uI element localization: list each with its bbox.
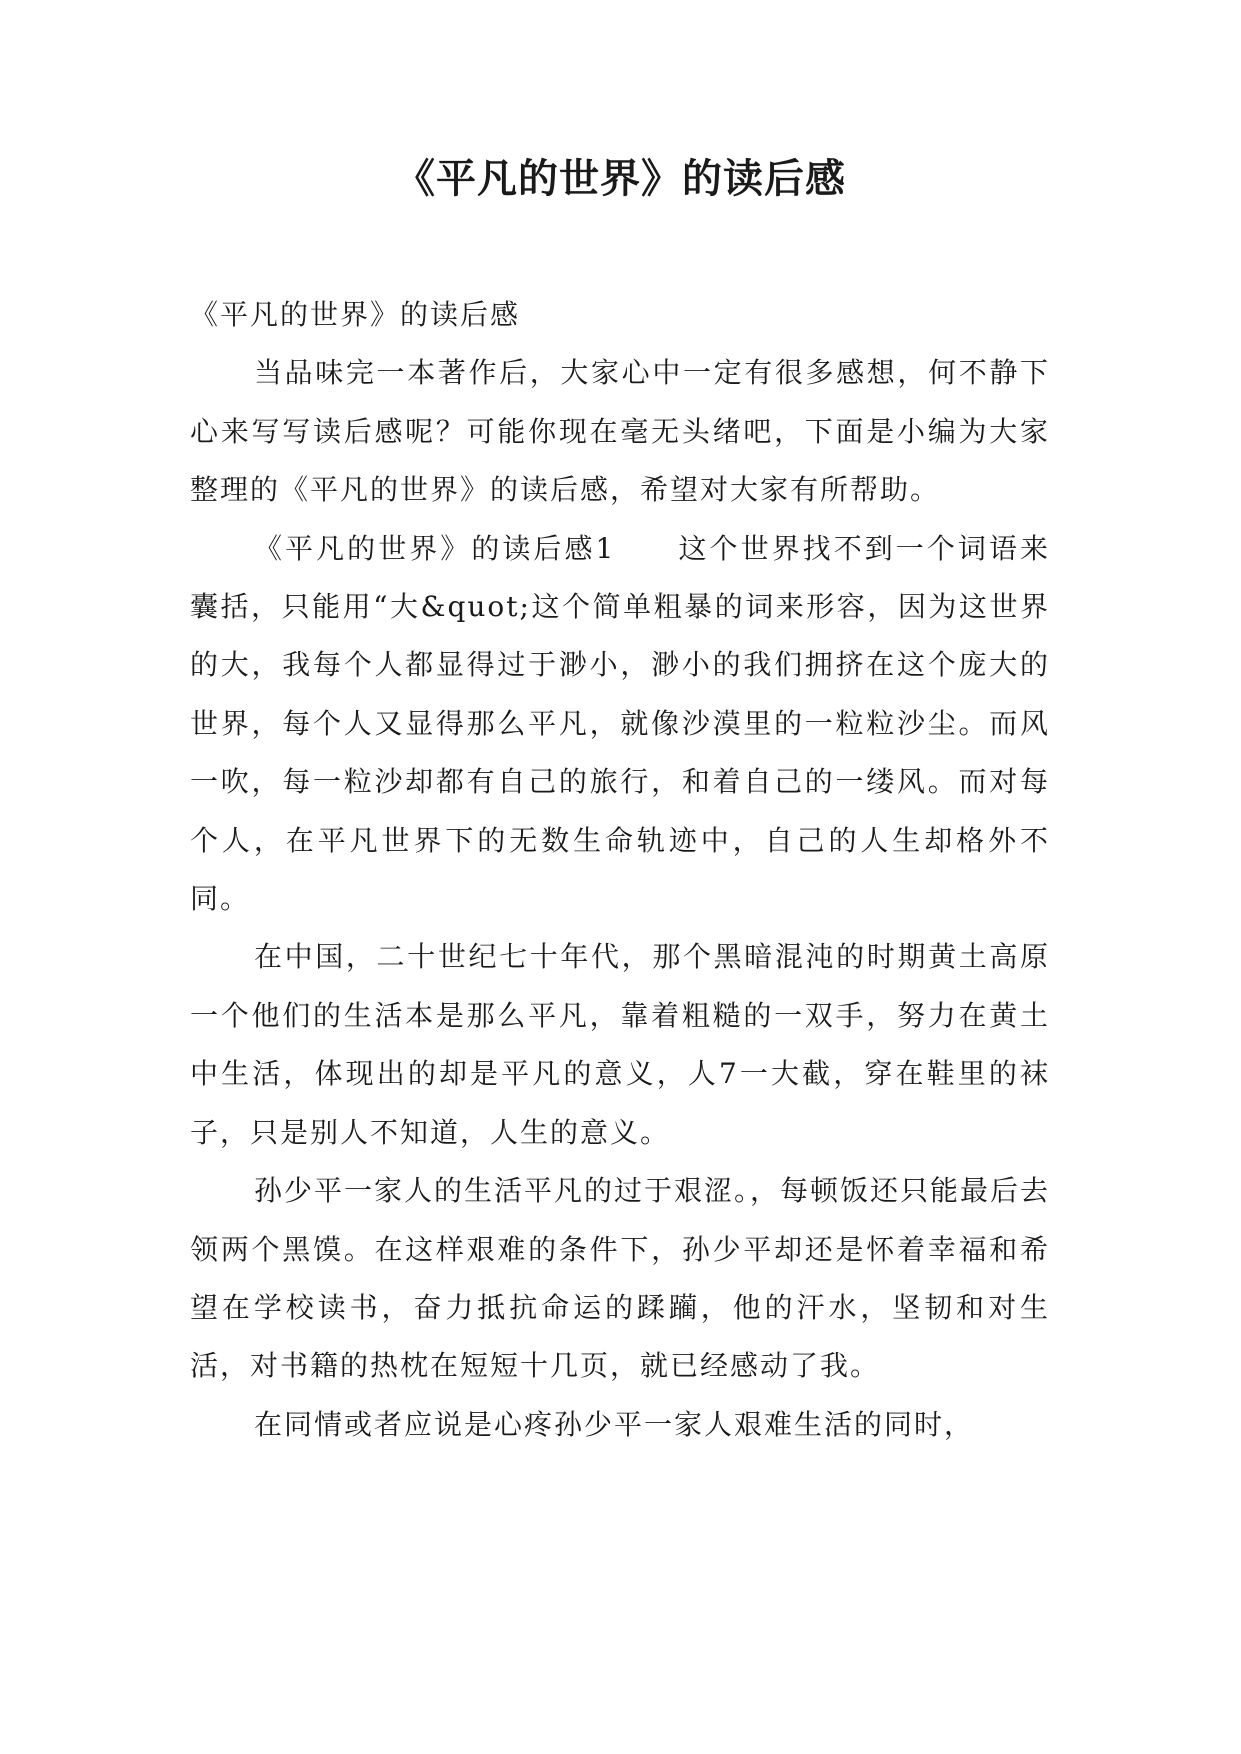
paragraph-sympathy: 在同情或者应说是心疼孙少平一家人艰难生活的同时，: [254, 1407, 975, 1441]
paragraph-sun-family: 孙少平一家人的生活平凡的过于艰涩。，每顿饭还只能最后去领两个黑馍。在这样艰难的条件下，孙少平却还是怀着幸福和希望在学校读书，奋力抵抗命运的蹂躏，他的汗水，坚韧和对生活，对书籍的热枕在短短十几页，就已经感动了我。: [190, 1174, 1051, 1383]
document-title: 《平凡的世界》的读后感: [395, 156, 846, 202]
paragraph-essay-1: 《平凡的世界》的读后感1 这个世界找不到一个词语来囊括，只能用“大&quot;这个简单粗暴的词来形容，因为这世界的大，我每个人都显得过于渺小，渺小的我们拥挤在这个庞大的世界，每个人又显得那么平凡，就像沙漠里的一粒粒沙尘。而风一吹，每一粒沙却都有自己的旅行，和着自己的一缕风。而对每个人，在平凡世界下的无数生命轨迹中，自己的人生却格外不同。: [190, 531, 1050, 916]
document-body: [190, 286, 1050, 1454]
paragraph-subtitle: 《平凡的世界》的读后感: [190, 298, 521, 331]
paragraph-intro: 当品味完一本著作后，大家心中一定有很多感想，何不静下心来写写读后感呢？可能你现在毫无头绪吧，下面是小编为大家整理的《平凡的世界》的读后感，希望对大家有所帮助。: [190, 356, 1050, 507]
paragraph-china-seventies: 在中国，二十世纪七十年代，那个黑暗混沌的时期黄土高原一个他们的生活本是那么平凡，靠着粗糙的一双手，努力在黄土中生活，体现出的却是平凡的意义，人7一大截，穿在鞋里的袜子，只是别人不知道，人生的意义。: [190, 940, 1050, 1149]
